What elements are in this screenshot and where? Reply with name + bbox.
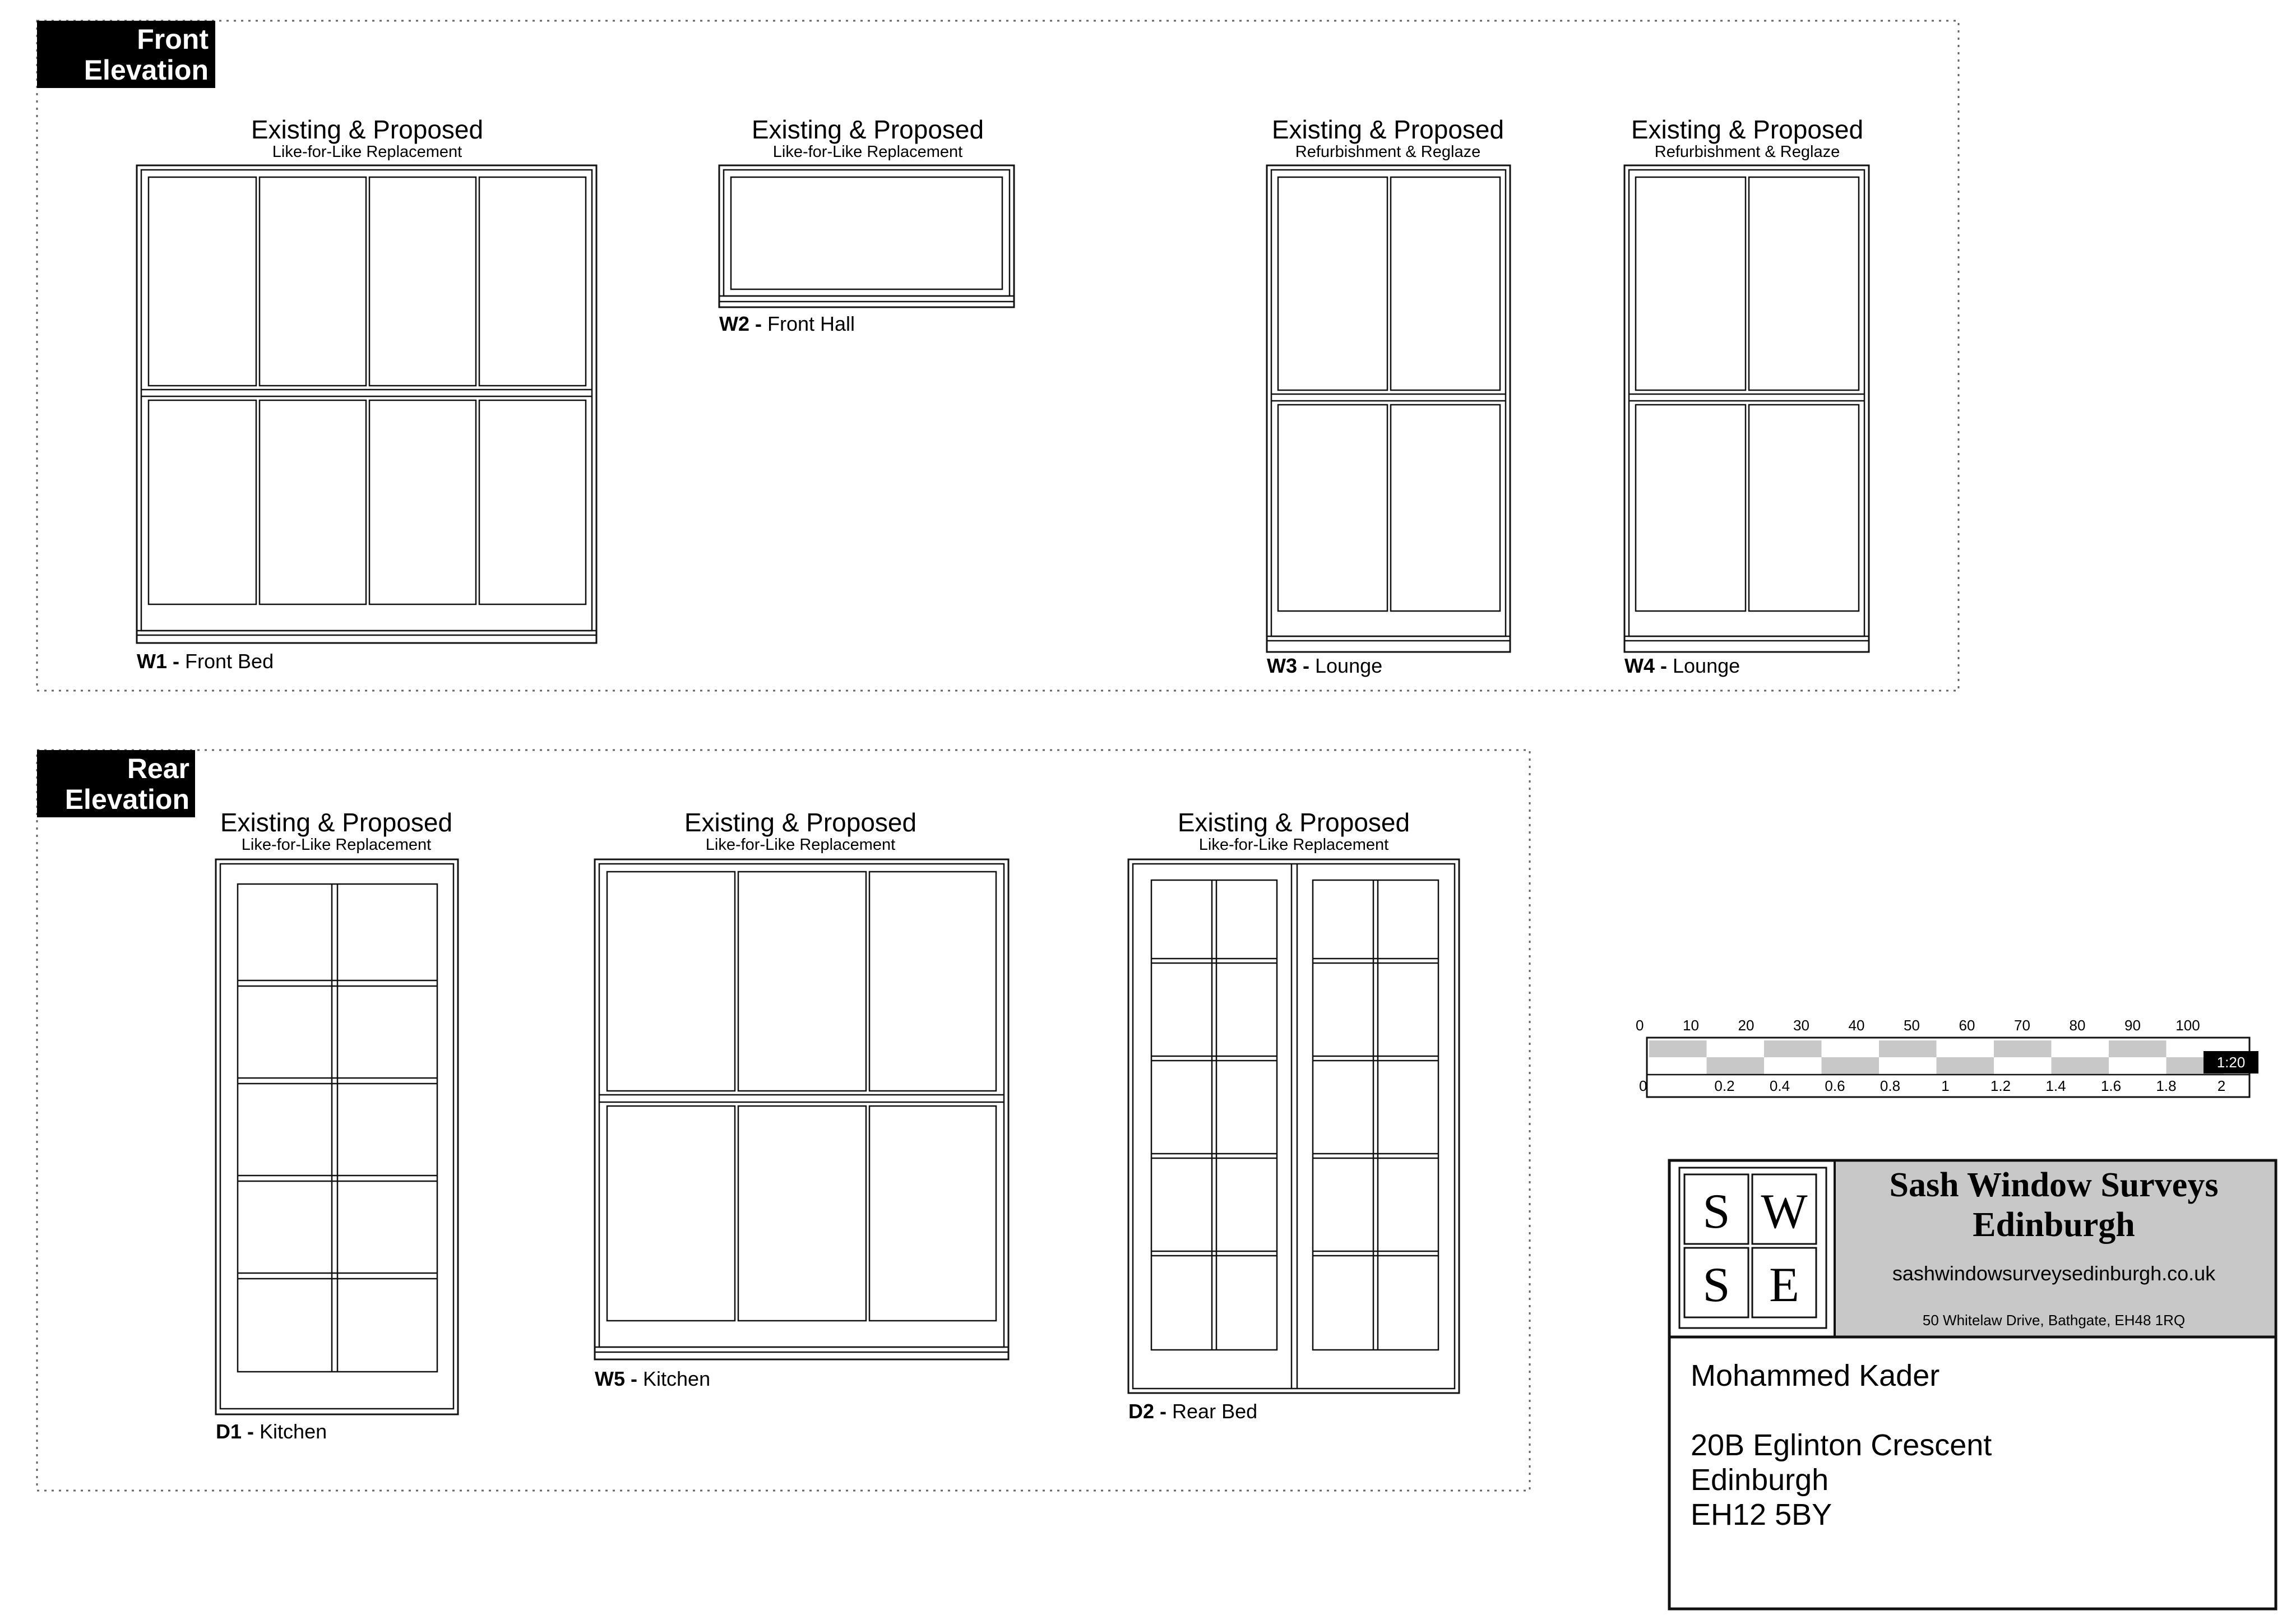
w1-frame-drawing — [137, 165, 596, 643]
scale-cell — [1937, 1057, 1994, 1074]
scale-cell — [1994, 1040, 2052, 1057]
window-w1 — [137, 115, 596, 673]
w1-heading: Existing & Proposed — [251, 115, 484, 144]
scale-cell — [1822, 1057, 1880, 1074]
scale-bottom-label: 1 — [1941, 1077, 1950, 1094]
scale-bar — [1636, 1017, 2258, 1097]
client-address-line1: 20B Eglinton Crescent — [1691, 1428, 1992, 1462]
scale-bottom-label: 2 — [2217, 1077, 2226, 1094]
rear-elevation-title-line2: Elevation — [64, 784, 189, 815]
scale-bottom-label: 1.2 — [1990, 1077, 2011, 1094]
w3-subheading: Refurbishment & Reglaze — [1295, 143, 1481, 161]
w2-label: W2 - Front Hall — [719, 312, 855, 335]
d2-frame-drawing — [1128, 859, 1459, 1393]
scale-cell — [1707, 1057, 1765, 1074]
svg-text:S: S — [1702, 1185, 1730, 1239]
d1-label: D1 - Kitchen — [216, 1420, 327, 1443]
d2-heading: Existing & Proposed — [1177, 808, 1410, 837]
client-name: Mohammed Kader — [1691, 1359, 1940, 1392]
scale-cell — [1879, 1040, 1937, 1057]
company-logo — [1679, 1168, 1826, 1328]
company-address: 50 Whitelaw Drive, Bathgate, EH48 1RQ — [1922, 1312, 2186, 1329]
scale-top-label: 0 — [1636, 1017, 1644, 1034]
front-elevation-title-line2: Elevation — [84, 54, 209, 86]
door-d2 — [1128, 808, 1459, 1423]
scale-cell — [2052, 1057, 2109, 1074]
w3-heading: Existing & Proposed — [1271, 115, 1505, 144]
scale-top-label: 40 — [1848, 1017, 1865, 1034]
scale-bottom-label: 0.2 — [1714, 1077, 1735, 1094]
d1-frame-drawing — [216, 859, 458, 1414]
scale-bottom-label: 1.4 — [2045, 1077, 2066, 1094]
scale-top-label: 30 — [1793, 1017, 1809, 1034]
scale-top-label: 20 — [1738, 1017, 1755, 1034]
w5-frame-drawing — [595, 859, 1008, 1359]
w4-frame-drawing — [1624, 165, 1869, 652]
scale-bottom-label: 0.6 — [1825, 1077, 1845, 1094]
w5-heading: Existing & Proposed — [684, 808, 917, 837]
scale-top-label: 50 — [1904, 1017, 1920, 1034]
d1-heading: Existing & Proposed — [220, 808, 453, 837]
w3-label: W3 - Lounge — [1267, 654, 1383, 677]
front-elevation-title-line1: Front — [137, 24, 209, 55]
window-w2 — [719, 115, 1014, 335]
w1-label: W1 - Front Bed — [137, 650, 274, 673]
client-address-line2: Edinburgh — [1691, 1463, 1829, 1497]
w4-label: W4 - Lounge — [1624, 654, 1740, 677]
w2-subheading: Like-for-Like Replacement — [772, 143, 963, 161]
scale-bottom-label: 1.8 — [2156, 1077, 2177, 1094]
scale-ratio-label: 1:20 — [2216, 1054, 2246, 1071]
scale-top-label: 90 — [2124, 1017, 2141, 1034]
scale-cell — [1764, 1040, 1822, 1057]
company-name-line2: Edinburgh — [1973, 1206, 2135, 1244]
w4-subheading: Refurbishment & Reglaze — [1654, 143, 1840, 161]
d1-subheading: Like-for-Like Replacement — [241, 836, 432, 854]
svg-text:S: S — [1702, 1258, 1730, 1312]
title-block — [1669, 1160, 2276, 1609]
scale-bottom-label: 0.4 — [1769, 1077, 1790, 1094]
client-address-line3: EH12 5BY — [1691, 1498, 1832, 1532]
svg-text:E: E — [1769, 1258, 1799, 1312]
company-website: sashwindowsurveysedinburgh.co.uk — [1892, 1262, 2216, 1285]
window-w3 — [1267, 115, 1510, 677]
d2-label: D2 - Rear Bed — [1128, 1400, 1258, 1423]
scale-cell — [2109, 1040, 2167, 1057]
company-name-line1: Sash Window Surveys — [1889, 1166, 2219, 1204]
w5-subheading: Like-for-Like Replacement — [705, 836, 896, 854]
w5-label: W5 - Kitchen — [595, 1367, 711, 1390]
scale-bottom-label: 0 — [1639, 1077, 1647, 1094]
w1-subheading: Like-for-Like Replacement — [272, 143, 462, 161]
svg-text:W: W — [1761, 1185, 1808, 1239]
w3-frame-drawing — [1267, 165, 1510, 652]
scale-top-label: 60 — [1959, 1017, 1975, 1034]
door-d1 — [216, 808, 458, 1443]
w2-heading: Existing & Proposed — [751, 115, 984, 144]
scale-bottom-label: 1.6 — [2100, 1077, 2122, 1094]
scale-bottom-label: 0.8 — [1880, 1077, 1901, 1094]
rear-elevation-title-line1: Rear — [127, 753, 189, 784]
scale-top-label: 100 — [2175, 1017, 2200, 1034]
w2-frame-drawing — [719, 165, 1014, 307]
d2-subheading: Like-for-Like Replacement — [1198, 836, 1389, 854]
window-w4 — [1624, 115, 1869, 677]
w4-heading: Existing & Proposed — [1631, 115, 1864, 144]
scale-cell — [1649, 1040, 1707, 1057]
scale-top-label: 70 — [2014, 1017, 2030, 1034]
window-w5 — [595, 808, 1008, 1390]
scale-top-label: 80 — [2069, 1017, 2086, 1034]
scale-top-label: 10 — [1683, 1017, 1699, 1034]
